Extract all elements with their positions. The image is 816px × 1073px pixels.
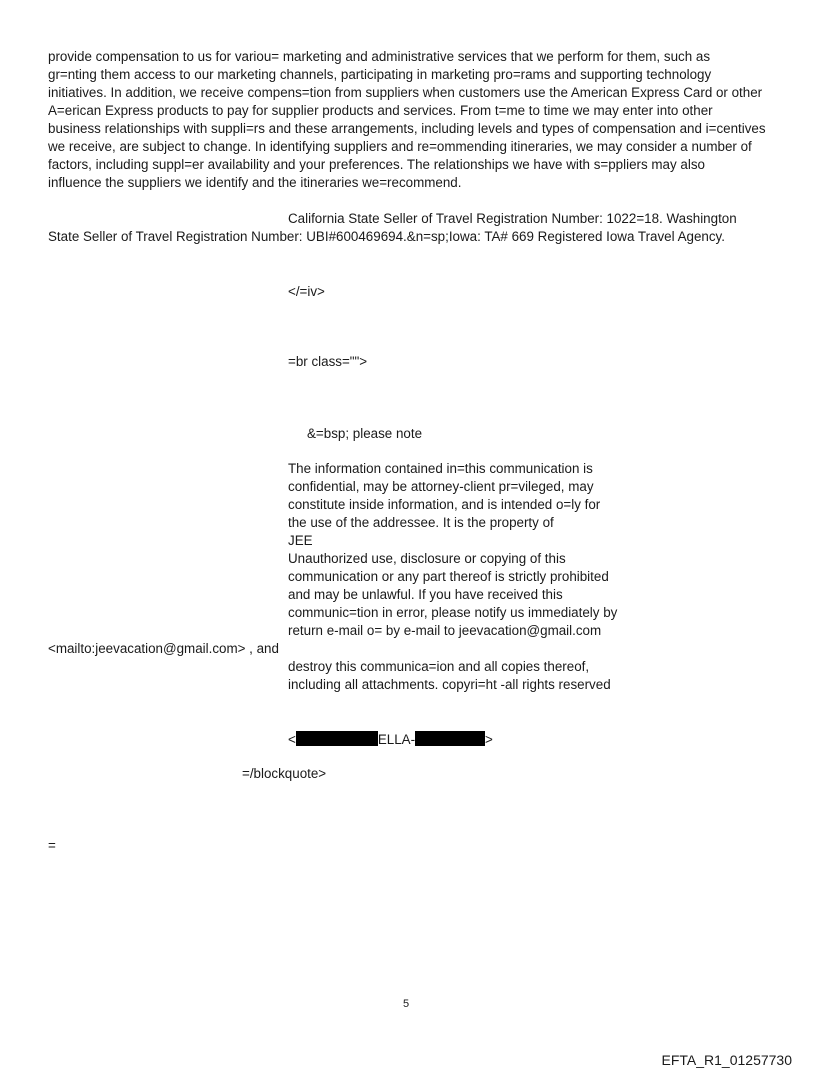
registration-line-1: California State Seller of Travel Registration Number: 1022=18. Washington xyxy=(288,211,737,226)
registration-line-2: State Seller of Travel Registration Number: UBI#600469694.&n=sp;Iowa: TA# 669 Registered Iowa Travel Agency. xyxy=(48,229,725,244)
text-line: we receive, are subject to change. In identifying suppliers and re=ommending itineraries, we may consider a number of xyxy=(48,139,752,154)
confidentiality-notice xyxy=(288,460,617,640)
text-line: the use of the addressee. It is the property of xyxy=(288,515,554,530)
signature-close: > xyxy=(485,732,493,747)
div-close-tag: </=iv> xyxy=(288,284,325,299)
redaction-box xyxy=(415,731,485,746)
signature-line xyxy=(288,731,493,749)
page-number: 5 xyxy=(403,998,410,1010)
text-line: factors, including suppl=er availability and your preferences. The relationships we have with s=ppliers may also xyxy=(48,157,705,172)
document-id: EFTA_R1_01257730 xyxy=(661,1052,792,1068)
signature-open: < xyxy=(288,732,296,747)
text-line: initiatives. In addition, we receive compens=tion from suppliers when customers use the American Express Card or other xyxy=(48,85,763,100)
destroy-notice xyxy=(288,658,611,694)
signature-middle: ELLA- xyxy=(377,732,416,747)
text-line: including all attachments. copyri=ht -all rights reserved xyxy=(288,677,611,692)
text-line: business relationships with suppli=rs and these arrangements, including levels and types of compensation and i=centives xyxy=(48,121,766,136)
text-line: communication or any part thereof is strictly prohibited xyxy=(288,569,609,584)
text-line: gr=nting them access to our marketing channels, participating in marketing pro=rams and supporting technology xyxy=(48,67,712,82)
intro-paragraph xyxy=(48,48,766,192)
text-line: influence the suppliers we identify and the itineraries we=recommend. xyxy=(48,175,462,190)
text-line: JEE xyxy=(288,533,313,548)
text-line: constitute inside information, and is intended o=ly for xyxy=(288,497,601,512)
text-line: and may be unlawful. If you have received this xyxy=(288,587,563,602)
text-line: provide compensation to us for variou= marketing and administrative services that we perform for them, such as xyxy=(48,49,711,64)
mailto-line: <mailto:jeevacation@gmail.com> , and xyxy=(48,641,279,656)
text-line: A=erican Express products to pay for supplier products and services. From t=me to time we may enter into other xyxy=(48,103,713,118)
blockquote-close-tag: =/blockquote> xyxy=(242,766,327,781)
text-line: destroy this communica=ion and all copies thereof, xyxy=(288,659,590,674)
equals-line: = xyxy=(48,838,56,853)
text-line: confidential, may be attorney-client pr=vileged, may xyxy=(288,479,594,494)
text-line: communic=tion in error, please notify us immediately by xyxy=(288,605,618,620)
br-tag: =br class=""> xyxy=(288,354,368,369)
text-line: Unauthorized use, disclosure or copying of this xyxy=(288,551,566,566)
text-line: The information contained in=this communication is xyxy=(288,461,593,476)
redaction-box xyxy=(296,731,378,746)
please-note: &=bsp; please note xyxy=(307,426,423,441)
text-line: return e-mail o= by e-mail to jeevacation@gmail.com xyxy=(288,623,602,638)
